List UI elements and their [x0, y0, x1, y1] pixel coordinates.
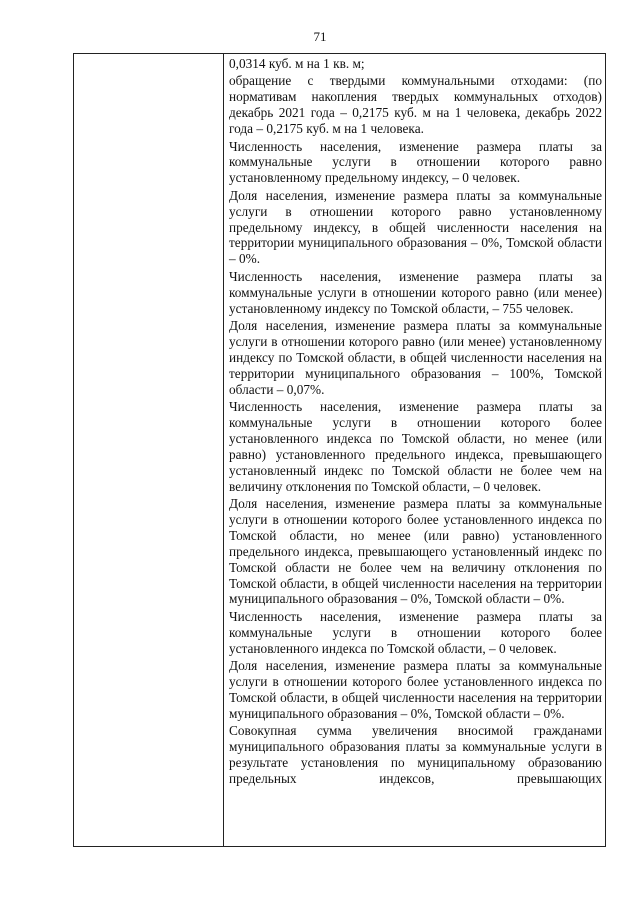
document-table [73, 53, 606, 847]
paragraph-population-above-index-within-deviation: Численность населения, изменение размера платы за коммунальные услуги в отношении которого более установленного индекса по Томской области, но менее (или равно) установленного предельного индекса, превышающего установленный индекс по Томской области не более чем на величину отклонения по Томской области, – 0 человек. [229, 399, 602, 494]
paragraph-solid-waste: обращение с твердыми коммунальными отходами: (по нормативам накопления твердых коммунальных отходов) декабрь 2021 года – 0,2175 куб. м на 1 человека, декабрь 2022 года – 0,2175 куб. м на 1 человека. [229, 73, 602, 137]
paragraph-share-above-index: Доля населения, изменение размера платы за коммунальные услуги в отношении которого более установленного индекса по Томской области, в общей численности населения на территории муниципального образования – 0%, Томской области – 0%. [229, 658, 602, 721]
paragraph-share-above-index-within-deviation: Доля населения, изменение размера платы за коммунальные услуги в отношении которого более установленного индекса по Томской области, но менее (или равно) установленного предельного индекса, превышающего установленный индекс по Томской области не более чем на величину отклонения по Томской области, в общей численности населения на территории муниципального образования – 0%, Томской области – 0%. [229, 495, 602, 607]
paragraph-norm-area: 0,0314 куб. м на 1 кв. м; [229, 56, 365, 71]
table-column-divider [223, 54, 224, 846]
paragraph-share-equal-limit: Доля населения, изменение размера платы за коммунальные услуги в отношении которого равно установленному предельному индексу, в общей численности населения на территории муниципального образования – 0%, Томской области – 0%. [229, 187, 602, 267]
page-number: 71 [313, 29, 327, 44]
table-content-cell [229, 56, 602, 788]
paragraph-total-increase: Совокупная сумма увеличения вносимой гражданами муниципального образования платы за коммунальные услуги в результате установления по муниципальному образованию предельных индексов, превышающих [229, 723, 602, 786]
paragraph-share-equal-or-less-index: Доля населения, изменение размера платы за коммунальные услуги в отношении которого равно (или менее) установленному индексу по Томской области, в общей численности населения на территории муниципального образования – 100%, Томской области – 0,07%. [229, 318, 602, 397]
paragraph-population-equal-limit: Численность населения, изменение размера платы за коммунальные услуги в отношении которого равно установленному предельному индексу, – 0 человек. [229, 138, 602, 186]
paragraph-population-equal-or-less-index: Численность населения, изменение размера платы за коммунальные услуги в отношении которого равно (или менее) установленному индексу по Томской области, – 755 человек. [229, 268, 602, 316]
paragraph-population-above-index: Численность населения, изменение размера платы за коммунальные услуги в отношении которого более установленного индекса по Томской области, – 0 человек. [229, 608, 602, 656]
